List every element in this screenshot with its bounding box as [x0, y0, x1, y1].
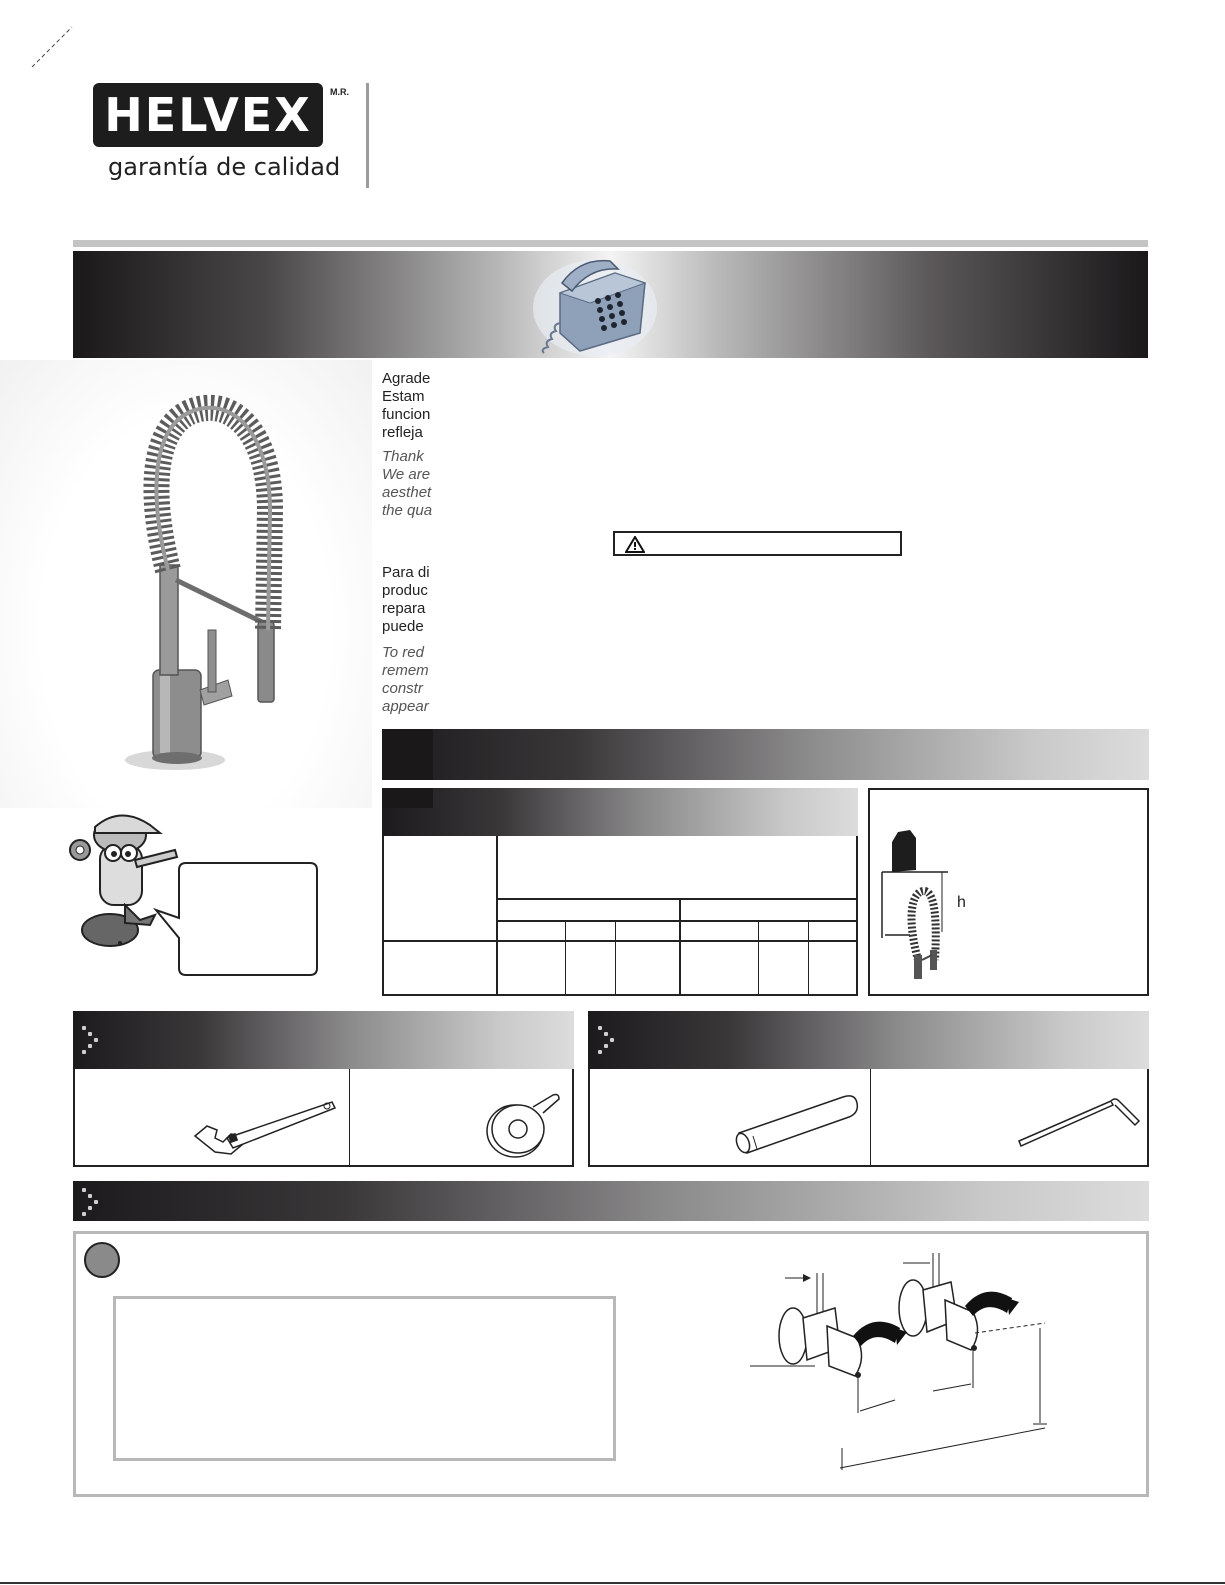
socket-wrench-icon: [735, 1091, 865, 1161]
intro-en-line: Thank: [382, 448, 424, 465]
warning-es-line: puede: [382, 618, 424, 635]
warning-es-line: repara: [382, 600, 426, 617]
brand-tagline: garantía de calidad: [108, 153, 341, 181]
warning-es-line: produc: [382, 582, 428, 599]
warning-triangle-icon: [625, 536, 645, 553]
intro-text-es: [382, 370, 442, 442]
spec-row-divider: [384, 940, 858, 942]
warning-box: [613, 531, 902, 556]
warning-en-line: remem: [382, 662, 429, 679]
spec-table: [382, 836, 858, 996]
logo-text: HELVEX: [104, 88, 312, 142]
intro-es-line: funcion: [382, 406, 431, 423]
faucet-illustration: [120, 390, 320, 780]
installation-section-bar: [73, 1181, 1149, 1221]
intro-en-line: We are: [382, 466, 431, 483]
specs-section-bar: [382, 729, 1149, 780]
tools-included-panel: [588, 1069, 1149, 1167]
chevron-dots-icon: [82, 1026, 102, 1054]
brand-logo: [93, 83, 323, 147]
intro-es-line: Estam: [382, 388, 425, 405]
spec-row-divider: [496, 920, 858, 922]
specs-section-tab: [382, 729, 433, 780]
intro-en-line: aesthet: [382, 484, 432, 501]
intro-es-line: refleja: [382, 424, 423, 441]
trademark-mark: M.R.: [330, 87, 349, 97]
angle-valves-diagram: [745, 1248, 1065, 1483]
tools-included-header: [588, 1011, 1149, 1069]
page-bottom-rule: [0, 1582, 1225, 1584]
spec-col-divider: [808, 920, 809, 994]
warning-es-line: Para di: [382, 564, 430, 581]
spec-row-divider: [496, 898, 858, 900]
spec-table-header-tab: [382, 788, 433, 808]
chevron-dots-icon: [598, 1026, 618, 1054]
telephone-icon: [520, 253, 660, 358]
warning-text-es: [382, 564, 442, 636]
cabinet-clearance-diagram: [880, 820, 990, 990]
top-rule: [73, 240, 1148, 247]
adjustable-wrench-icon: [187, 1094, 342, 1159]
warning-en-line: To red: [382, 644, 424, 661]
hex-key-icon: [1015, 1089, 1145, 1154]
logo-divider: [366, 83, 369, 188]
step-note-box: [113, 1296, 616, 1461]
chevron-dots-icon: [82, 1188, 102, 1216]
spec-col-divider: [758, 920, 759, 994]
warning-en-line: constr: [382, 680, 423, 697]
teflon-tape-icon: [485, 1089, 565, 1164]
speech-bubble: [150, 860, 320, 980]
height-label: h: [957, 894, 966, 911]
spec-col-divider: [565, 920, 566, 994]
step-number-circle: [84, 1242, 120, 1278]
warning-en-line: appear: [382, 698, 429, 715]
crop-mark: [30, 25, 75, 70]
spec-col-divider: [496, 836, 498, 994]
tools-required-header: [73, 1011, 574, 1069]
spec-table-header: [382, 788, 858, 836]
intro-text-en: [382, 448, 442, 520]
tools-required-panel: [73, 1069, 574, 1167]
intro-en-line: the qua: [382, 502, 433, 519]
height-diagram-box: [868, 788, 1149, 996]
tool-divider: [349, 1069, 350, 1165]
spec-col-divider: [679, 898, 681, 994]
warning-text-en: [382, 644, 442, 716]
spec-col-divider: [615, 920, 616, 994]
tool-divider: [870, 1069, 871, 1165]
intro-es-line: Agrade: [382, 370, 431, 387]
